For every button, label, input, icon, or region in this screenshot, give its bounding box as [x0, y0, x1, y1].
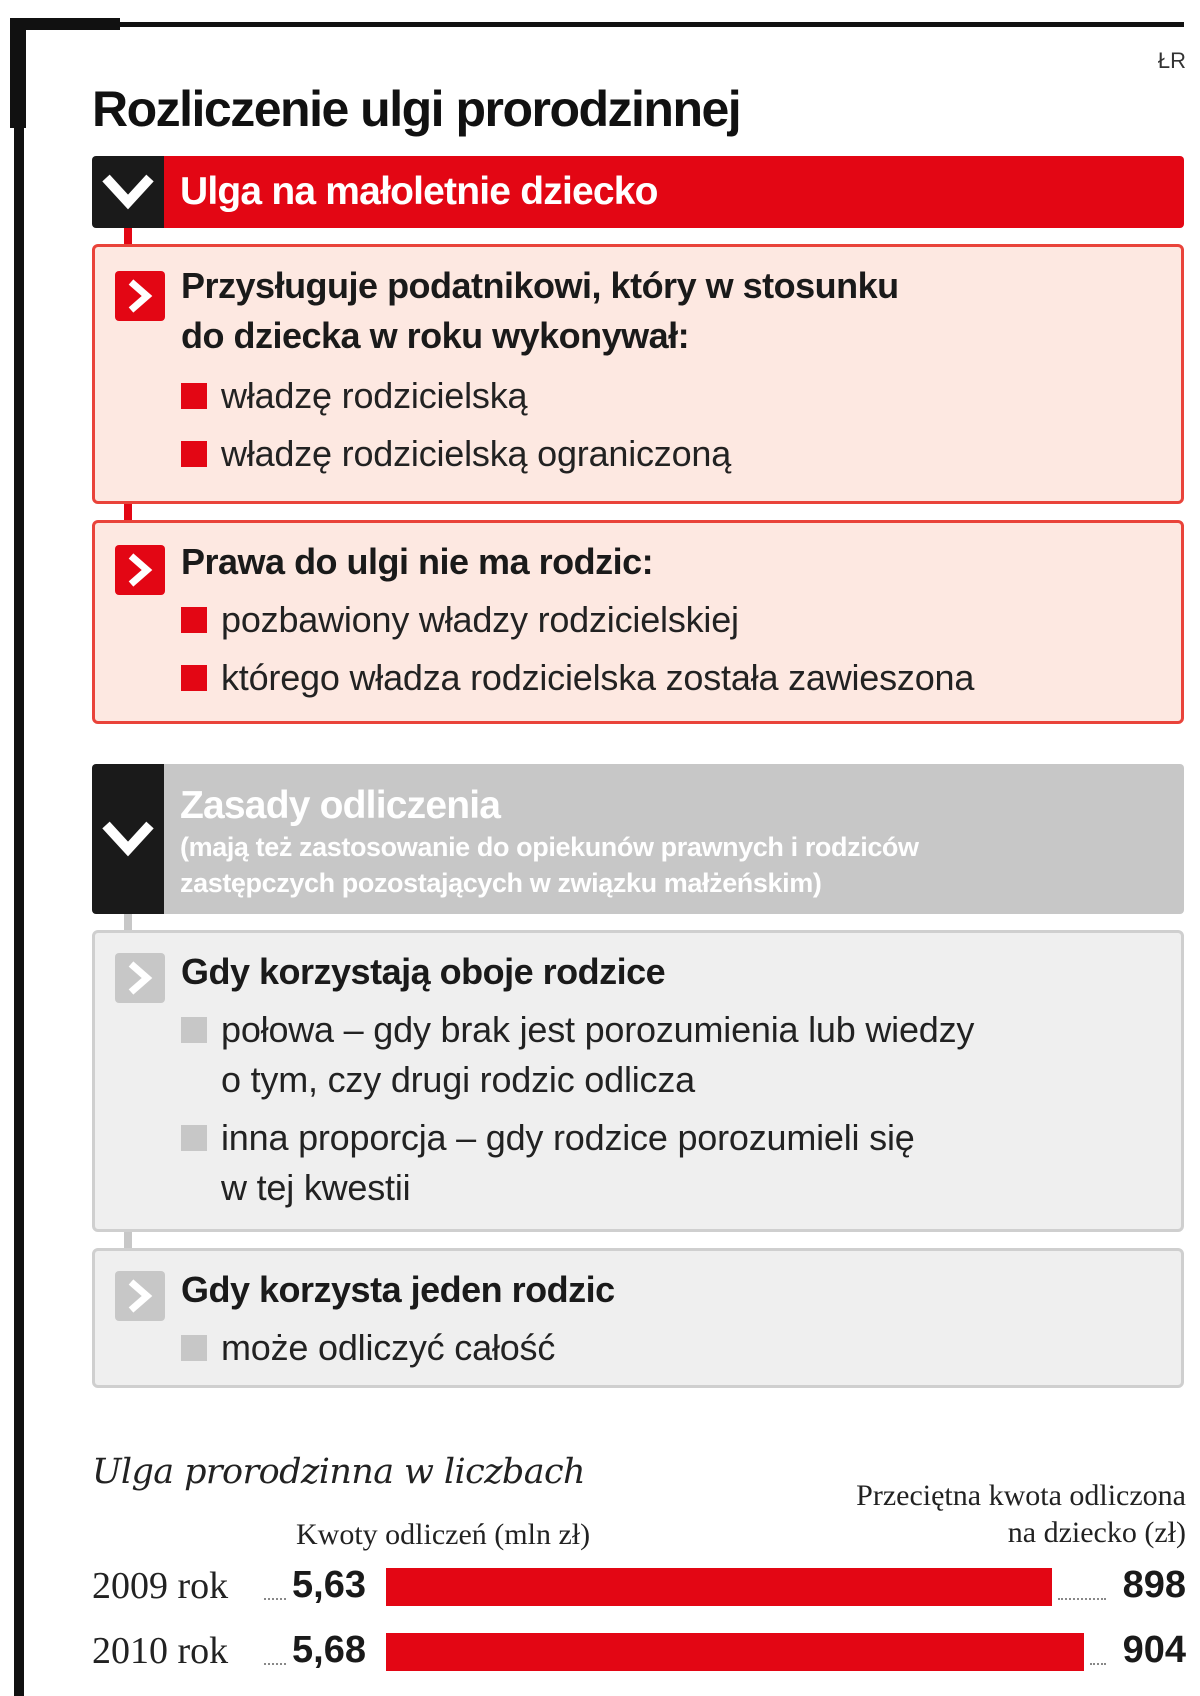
- list-item-continuation: o tym, czy drugi rodzic odlicza: [221, 1059, 695, 1100]
- chevron-right-icon: [115, 1271, 165, 1321]
- info-box-eligibility: [92, 244, 1184, 504]
- connector-line: [124, 504, 132, 520]
- frame-left-rule: [14, 28, 24, 1696]
- connector-line: [124, 1232, 132, 1248]
- leader-dots: [264, 1598, 286, 1600]
- box-title: Gdy korzystają oboje rodzice: [181, 951, 666, 992]
- list-item: władzę rodzicielską ograniczoną: [181, 429, 731, 479]
- section-title: Zasady odliczenia: [180, 784, 501, 827]
- list-item: pozbawiony władzy rodzicielskiej: [181, 595, 739, 645]
- box-title: Prawa do ulgi nie ma rodzic:: [181, 541, 654, 582]
- chart-secondary-value-label: 898: [1122, 1564, 1186, 1606]
- author-credit: ŁR: [1157, 48, 1186, 73]
- page-title: Rozliczenie ulgi prorodzinnej: [92, 81, 741, 137]
- list-item: inna proporcja – gdy rodzice porozumieli się: [181, 1113, 915, 1163]
- list-item: którego władza rodzicielska została zawieszona: [181, 653, 974, 703]
- chart-value-label: 5,63: [292, 1564, 366, 1606]
- list-item: władzę rodzicielską: [181, 371, 527, 421]
- box-title-line2: do dziecka w roku wykonywał:: [181, 315, 690, 356]
- chart-bar: [386, 1633, 1084, 1671]
- bullet-square-icon: [181, 1017, 207, 1043]
- chevron-right-icon: [115, 953, 165, 1003]
- frame-top-rule: [118, 22, 1184, 27]
- list-item: może odliczyć całość: [181, 1323, 555, 1373]
- list-item-continuation: w tej kwestii: [221, 1167, 411, 1208]
- bullet-square-icon: [181, 1125, 207, 1151]
- connector-line: [124, 914, 132, 930]
- chevron-right-icon: [115, 271, 165, 321]
- chart-bar: [386, 1568, 1052, 1606]
- chevron-down-icon: [92, 764, 164, 914]
- chart-title: Ulga prorodzinna w liczbach: [92, 1452, 585, 1492]
- chart-secondary-value-label: 904: [1122, 1629, 1186, 1671]
- chart-value-label: 5,68: [292, 1629, 366, 1671]
- chevron-down-icon: [92, 156, 164, 228]
- list-item: połowa – gdy brak jest porozumienia lub wiedzy: [181, 1005, 974, 1055]
- info-box-exclusions: [92, 520, 1184, 724]
- box-title-line1: Przysługuje podatnikowi, który w stosunku: [181, 265, 899, 306]
- section-subtitle-line1: (mają też zastosowanie do opiekunów prawnych i rodziców: [180, 832, 919, 862]
- bullet-square-icon: [181, 665, 207, 691]
- section-title: Ulga na małoletnie dziecko: [180, 170, 658, 213]
- chart-category-label: 2009 rok: [92, 1565, 229, 1607]
- info-box-one-parent: [92, 1248, 1184, 1388]
- info-box-both-parents: [92, 930, 1184, 1232]
- leader-dots: [264, 1663, 286, 1665]
- connector-line: [124, 228, 132, 244]
- leader-dots: [1058, 1598, 1106, 1600]
- bullet-square-icon: [181, 1335, 207, 1361]
- chart-secondary-axis-label: Przeciętna kwota odliczona na dziecko (zł): [856, 1479, 1186, 1549]
- bullet-square-icon: [181, 383, 207, 409]
- box-title: Gdy korzysta jeden rodzic: [181, 1269, 615, 1310]
- chart-category-label: 2010 rok: [92, 1630, 229, 1672]
- frame-top-cap: [10, 18, 120, 30]
- bullet-square-icon: [181, 607, 207, 633]
- leader-dots: [1090, 1663, 1106, 1665]
- section-header-minor-child: [92, 156, 1184, 228]
- section-header-deduction-rules: [92, 764, 1184, 914]
- bullet-square-icon: [181, 441, 207, 467]
- chart-axis-label: Kwoty odliczeń (mln zł): [296, 1518, 591, 1551]
- chevron-right-icon: [115, 545, 165, 595]
- section-subtitle-line2: zastępczych pozostających w związku małżeńskim): [180, 868, 822, 898]
